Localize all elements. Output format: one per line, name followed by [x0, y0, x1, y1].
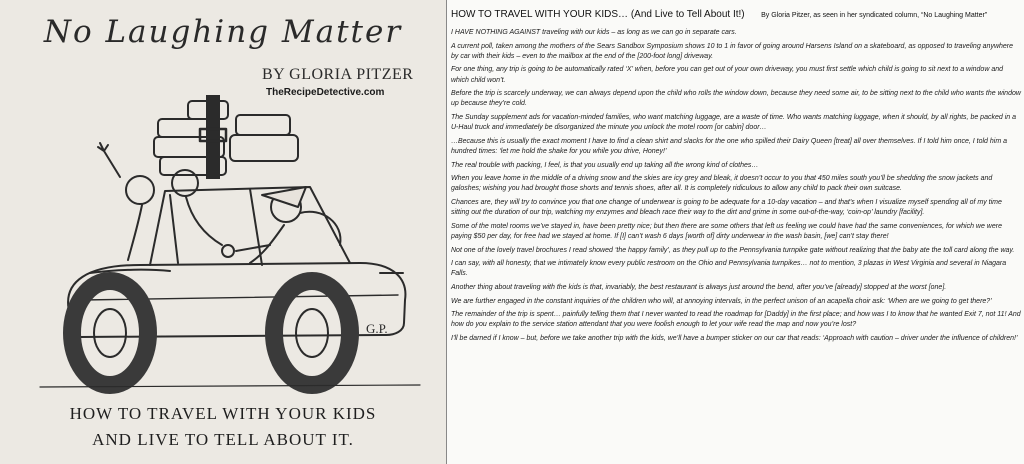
- article-panel: [447, 0, 1024, 464]
- cartoon-caption-line-1: HOW TO TRAVEL WITH YOUR KIDS: [69, 404, 377, 423]
- artist-signature: G.P.: [366, 321, 388, 336]
- article-paragraph: Some of the motel rooms we’ve stayed in, have been pretty nice; but then there are some others that left us feeling we could have had the same conveniences, for which we were paying $50 per day, for free had we stayed at home. If [I] can’t wash 6 days [worth of] dirty underwear in the wash basin, [we] can’t stay there!: [451, 222, 1002, 240]
- website-label: TheRecipeDetective.com: [266, 87, 385, 98]
- article-body: [451, 28, 1021, 348]
- article-paragraph: Chances are, they will try to convince you that one change of underwear is going to be adequate for a 10-day vacation – and that’s when I visualize myself spending all of my time sitting out the duration of our trip, watching my enzymes and bleach race their way to the dirt and grime in some out-of-the-way, ‘coin-op’ laundry [facility].: [451, 198, 1002, 217]
- article-paragraph: …Because this is usually the exact moment I have to find a clean shirt and slacks for the one who spilled their Dairy Queen [treat] all over themselves. If I told him once, I told him a hundred times: ‘let me hold the shake for you while you drive, Honey!’: [451, 137, 1007, 155]
- luggage-stack: [154, 95, 298, 179]
- article-paragraph: Not one of the lovely travel brochures I read showed ‘the happy family’, as they pull up to the Pennsylvania turnpike gate without realizing that the baby ate the toll card along the way.: [451, 246, 1015, 254]
- article-paragraph: I can say, with all honesty, that we intimately know every public restroom on the Ohio and Pennsylvania turnpikes… not to mention, 3 plazas in West Virginia and several in Niagara Falls.: [451, 260, 1007, 278]
- article-header: [451, 9, 1021, 20]
- article-paragraph: The real trouble with packing, I feel, is that you usually end up taking all the wrong kind of clothes…: [451, 161, 759, 169]
- article-paragraph: For one thing, any trip is going to be automatically rated ‘X’ when, before you can get out of your own driveway, you must first settle which child is going to sit next to a window and which child won’t.: [451, 66, 1003, 84]
- cartoon-panel: [0, 0, 447, 464]
- article-paragraph: I’ll be darned if I know – but, before we take another trip with the kids, we’ll have a bumper sticker on our car that reads: ‘Approach with caution – driver under the influence of children!’: [451, 334, 1018, 342]
- article-paragraph: Before the trip is scarcely underway, we can always depend upon the child who rolls the window down, because they need some air, to be sitting next to the child who wants the window up because they’re cold.: [451, 90, 1021, 108]
- article-paragraph: I HAVE NOTHING AGAINST traveling with our kids – as long as we can go in separate cars.: [451, 29, 737, 36]
- article-source: By Gloria Pitzer, as seen in her syndicated column, “No Laughing Matter”: [761, 12, 988, 19]
- article-paragraph: The remainder of the trip is spent… painfully telling them that I never wanted to read the roadmap for [Daddy] in the first place; and how was I to know that he wanted Exit 7, not 11! And how do you explain to the service station attendant that you were foolish enough to let your wife read the map and now you’re lost?: [451, 311, 1021, 329]
- article-paragraph: We are further engaged in the constant inquiries of the children who will, at annoying intervals, in the perfect unison of an acapella choir ask: ‘When are we going to get there?’: [451, 297, 992, 305]
- cartoon-byline: BY GLORIA PITZER: [262, 66, 414, 83]
- cartoon-caption-line-2: AND LIVE TO TELL ABOUT IT.: [92, 430, 354, 449]
- cartoon-title: No Laughing Matter: [43, 14, 403, 50]
- article-paragraph: The Sunday supplement ads for vacation-minded families, who want matching luggage, are a waste of time. Who wants matching luggage, when it should, by all rights, be packed in a U-Haul truck and immediately be disorganized the minute you unlock the motel room [or cabin] door…: [451, 113, 1016, 132]
- car-illustration: [0, 95, 446, 395]
- article-paragraph: When you leave home in the middle of a driving snow and the skies are icy grey and bleak, it doesn’t occur to you that 450 miles south you’ll be shedding the snow jackets and galoshes; wishing you had brought those shorts and tennis shoes, after all. It is completely ridiculous to allow any child to pack their own suitcase.: [451, 175, 993, 193]
- article-title: HOW TO TRAVEL WITH YOUR KIDS… (And Live to Tell About It!): [451, 9, 745, 20]
- article-paragraph: Another thing about traveling with the kids is that, invariably, the best restaurant is always just around the bend, after you’ve [already] stopped at the worst [one].: [451, 283, 947, 291]
- article-paragraph: A current poll, taken among the mothers of the Sears Sandbox Symposium shows 10 to 1 in favor of going around Harsens Island on a skateboard, as opposed to traveling anywhere by car with their kids – even to the mailbox at the end of the [200-foot long] driveway.: [451, 42, 1014, 60]
